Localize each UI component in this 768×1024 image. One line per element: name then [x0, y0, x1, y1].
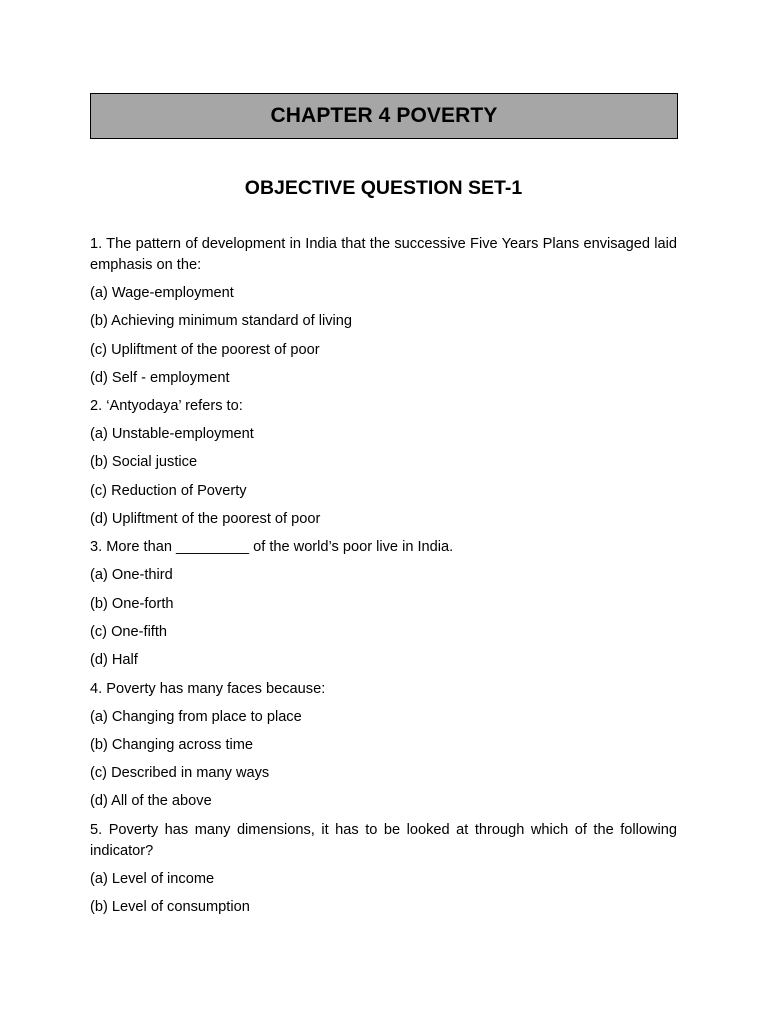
answer-option: (a) One-third — [90, 567, 173, 584]
answer-option: (b) Social justice — [90, 454, 198, 471]
answer-option: (d) Self - employment — [90, 369, 230, 386]
answer-option: (d) Half — [90, 652, 138, 669]
answer-option: (c) One-fifth — [90, 623, 168, 640]
answer-option: (b) Changing across time — [90, 736, 254, 753]
answer-option: (b) Achieving minimum standard of living — [90, 313, 352, 330]
answer-option: (d) All of the above — [90, 793, 212, 810]
answer-option: (a) Level of income — [90, 870, 215, 887]
question-block — [90, 396, 677, 530]
answer-option: (d) Upliftment of the poorest of poor — [90, 511, 321, 528]
chapter-title-box — [90, 93, 678, 139]
question-block — [90, 234, 677, 389]
answer-option: (a) Wage-employment — [90, 285, 234, 301]
answer-option: (b) Level of consumption — [90, 899, 250, 916]
question-set-title: OBJECTIVE QUESTION SET-1 — [244, 177, 523, 199]
chapter-title: CHAPTER 4 POVERTY — [270, 104, 498, 127]
question-block — [90, 820, 677, 918]
question-text: 4. Poverty has many faces because: — [90, 680, 326, 697]
answer-option: (c) Upliftment of the poorest of poor — [90, 341, 320, 358]
question-list — [90, 234, 677, 918]
answer-option: (a) Unstable-employment — [90, 426, 254, 443]
question-text: 5. Poverty has many dimensions, it has to be looked at through which of the following indicator? — [90, 821, 677, 859]
question-text: 2. ‘Antyodaya’ refers to: — [90, 398, 243, 415]
question-block — [90, 679, 677, 813]
answer-option: (c) Reduction of Poverty — [90, 482, 247, 499]
answer-option: (b) One-forth — [90, 595, 174, 612]
question-text: 3. More than _________ of the world’s poor live in India. — [90, 539, 454, 556]
answer-option: (c) Described in many ways — [90, 765, 270, 782]
document-page — [90, 93, 677, 925]
question-block — [90, 537, 677, 671]
answer-option: (a) Changing from place to place — [90, 708, 302, 725]
question-text: 1. The pattern of development in India that the successive Five Years Plans envisaged laid emphasis on the: — [90, 236, 677, 273]
